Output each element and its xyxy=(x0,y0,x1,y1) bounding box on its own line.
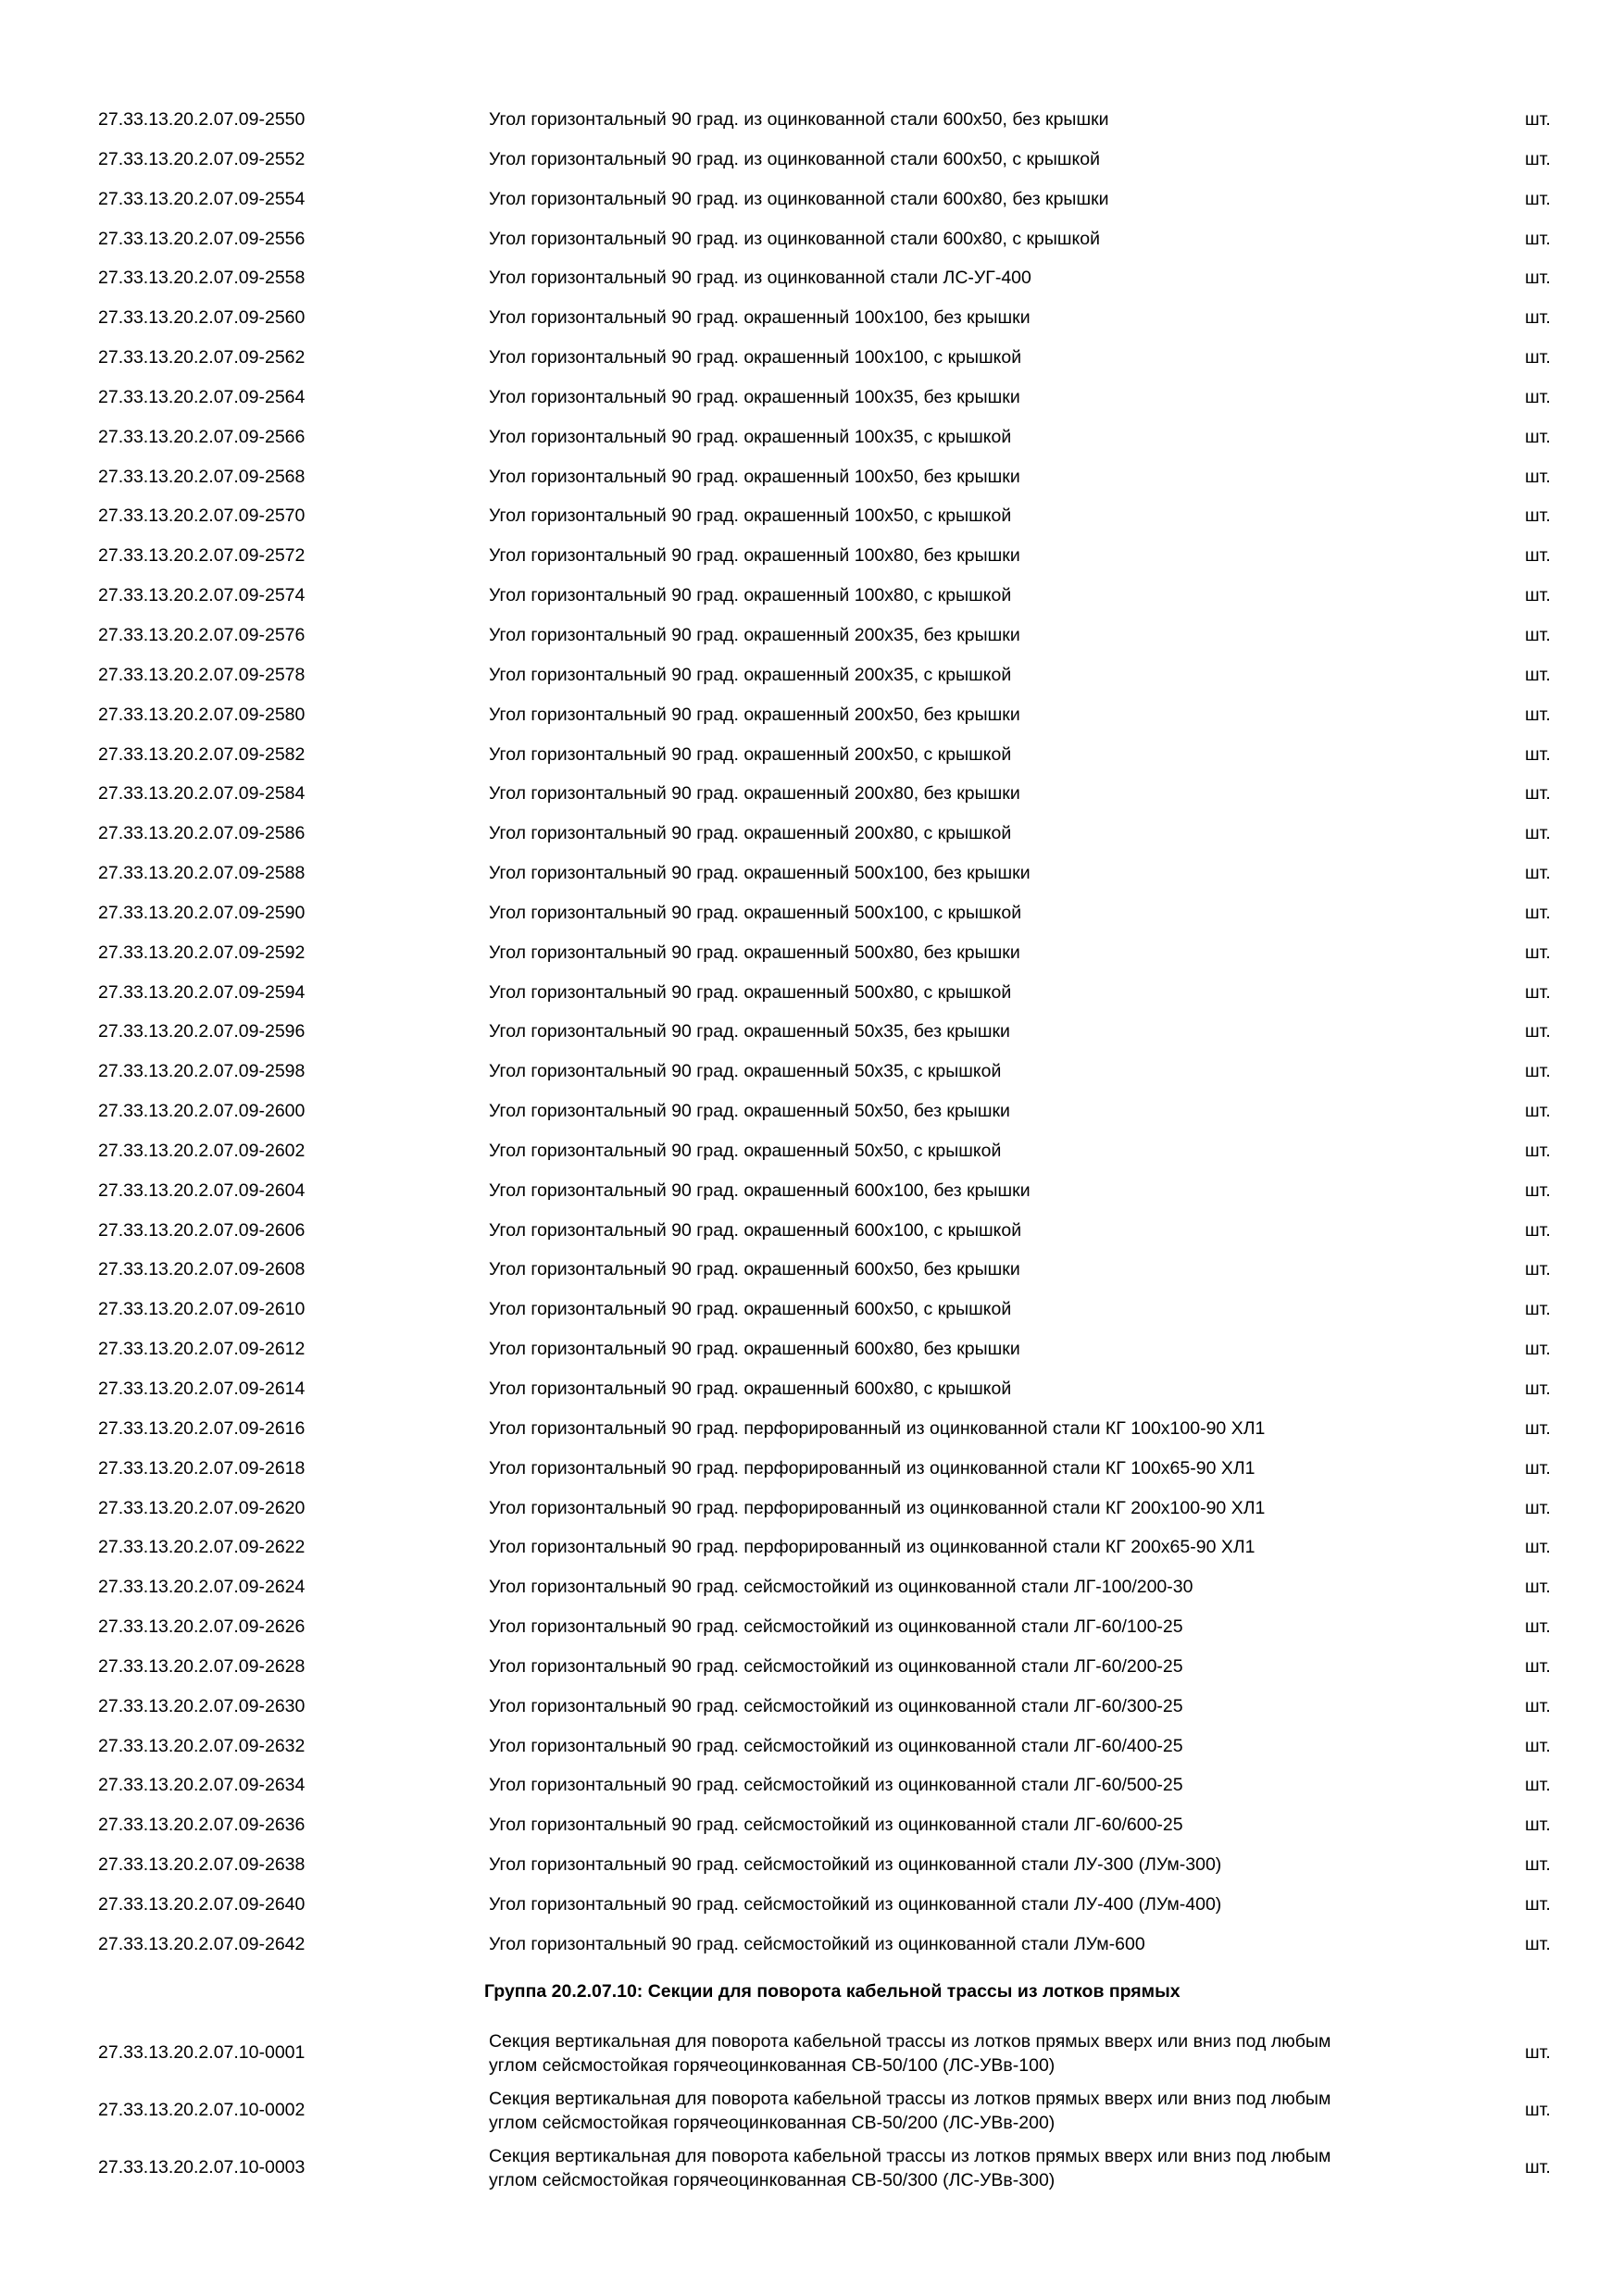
item-name: Угол горизонтальный 90 град. из оцинкованной стали 600x80, без крышки xyxy=(489,188,1109,209)
item-name: Угол горизонтальный 90 град. окрашенный 600x80, без крышки xyxy=(489,1339,1020,1360)
item-name: Угол горизонтальный 90 град. окрашенный 200x80, без крышки xyxy=(489,783,1020,805)
item-unit: шт. xyxy=(1525,307,1551,329)
table-row xyxy=(0,814,1624,854)
item-code: 27.33.13.20.2.07.09-2610 xyxy=(98,1299,306,1320)
item-unit: шт. xyxy=(1525,1140,1551,1161)
item-name: Угол горизонтальный 90 град. окрашенный 100x50, без крышки xyxy=(489,466,1020,487)
item-code: 27.33.13.20.2.07.09-2604 xyxy=(98,1179,306,1201)
item-name: Угол горизонтальный 90 град. из оцинкованной стали 600x50, без крышки xyxy=(489,109,1109,130)
item-unit: шт. xyxy=(1525,743,1551,765)
item-name: Угол горизонтальный 90 град. сейсмостойкий из оцинкованной стали ЛГ-60/200-25 xyxy=(489,1655,1183,1677)
item-code: 27.33.13.20.2.07.09-2578 xyxy=(98,664,306,685)
item-name: Угол горизонтальный 90 град. сейсмостойкий из оцинкованной стали ЛУм-600 xyxy=(489,1933,1145,1954)
item-name: Угол горизонтальный 90 град. окрашенный 50x50, без крышки xyxy=(489,1101,1010,1122)
item-code: 27.33.13.20.2.07.09-2634 xyxy=(98,1775,306,1796)
item-name: Угол горизонтальный 90 град. окрашенный 200x35, без крышки xyxy=(489,624,1020,645)
item-code: 27.33.13.20.2.07.09-2586 xyxy=(98,823,306,844)
item-unit: шт. xyxy=(1525,268,1551,289)
item-code: 27.33.13.20.2.07.09-2632 xyxy=(98,1735,306,1756)
item-code: 27.33.13.20.2.07.10-0003 xyxy=(98,2157,306,2177)
item-name: Угол горизонтальный 90 град. сейсмостойкий из оцинкованной стали ЛГ-60/500-25 xyxy=(489,1775,1183,1796)
item-unit: шт. xyxy=(1525,704,1551,725)
item-name: Угол горизонтальный 90 град. окрашенный 200x50, с крышкой xyxy=(489,743,1012,765)
item-unit: шт. xyxy=(1525,2100,1551,2120)
table-row xyxy=(0,933,1624,973)
table-row xyxy=(0,1171,1624,1211)
table-row xyxy=(0,140,1624,180)
table-row xyxy=(0,536,1624,576)
item-code: 27.33.13.20.2.07.09-2592 xyxy=(98,942,306,963)
item-code: 27.33.13.20.2.07.09-2606 xyxy=(98,1219,306,1241)
item-name-line2: углом сейсмостойкая горячеоцинкованная СВ-50/300 (ЛС-УВв-300) xyxy=(489,2170,1056,2190)
item-name: Угол горизонтальный 90 град. окрашенный 200x35, с крышкой xyxy=(489,664,1012,685)
item-name: Угол горизонтальный 90 град. окрашенный 500x100, без крышки xyxy=(489,863,1031,884)
table-row xyxy=(0,496,1624,536)
item-name: Угол горизонтальный 90 град. окрашенный 200x50, без крышки xyxy=(489,704,1020,725)
item-code: 27.33.13.20.2.07.09-2572 xyxy=(98,545,306,567)
table-row xyxy=(0,378,1624,418)
item-code: 27.33.13.20.2.07.09-2580 xyxy=(98,704,306,725)
item-unit: шт. xyxy=(1525,863,1551,884)
item-name: Угол горизонтальный 90 град. окрашенный 100x50, с крышкой xyxy=(489,505,1012,527)
item-unit: шт. xyxy=(1525,1417,1551,1439)
item-code: 27.33.13.20.2.07.09-2596 xyxy=(98,1021,306,1042)
item-unit: шт. xyxy=(1525,505,1551,527)
table-row xyxy=(0,2026,1624,2083)
item-name: Угол горизонтальный 90 град. сейсмостойкий из оцинкованной стали ЛГ-60/600-25 xyxy=(489,1815,1183,1836)
item-unit: шт. xyxy=(1525,1933,1551,1954)
item-unit: шт. xyxy=(1525,1695,1551,1716)
table-row xyxy=(0,418,1624,457)
item-unit: шт. xyxy=(1525,1577,1551,1598)
item-code: 27.33.13.20.2.07.09-2588 xyxy=(98,863,306,884)
item-code: 27.33.13.20.2.07.10-0001 xyxy=(98,2042,306,2063)
table-row xyxy=(0,735,1624,775)
table-row xyxy=(0,1092,1624,1131)
table-row xyxy=(0,1845,1624,1885)
item-name: Угол горизонтальный 90 град. окрашенный 500x80, без крышки xyxy=(489,942,1020,963)
table-row xyxy=(0,180,1624,219)
item-code: 27.33.13.20.2.07.09-2614 xyxy=(98,1379,306,1399)
item-name: Угол горизонтальный 90 град. сейсмостойкий из оцинкованной стали ЛУ-400 (ЛУм-400) xyxy=(489,1893,1222,1915)
item-code: 27.33.13.20.2.07.09-2630 xyxy=(98,1695,306,1716)
item-code: 27.33.13.20.2.07.09-2574 xyxy=(98,585,306,606)
item-unit: шт. xyxy=(1525,1735,1551,1756)
table-row xyxy=(0,2083,1624,2140)
item-unit: шт. xyxy=(1525,1616,1551,1638)
item-unit: шт. xyxy=(1525,1893,1551,1915)
item-name xyxy=(489,2087,1330,2135)
item-name: Угол горизонтальный 90 град. перфорированный из оцинкованной стали КГ 100x65-90 ХЛ1 xyxy=(489,1457,1255,1479)
item-unit: шт. xyxy=(1525,664,1551,685)
table-row xyxy=(0,1131,1624,1171)
item-code: 27.33.13.20.2.07.09-2620 xyxy=(98,1497,306,1518)
item-name: Угол горизонтальный 90 град. окрашенный 100x100, без крышки xyxy=(489,307,1031,329)
table-row xyxy=(0,616,1624,655)
item-code: 27.33.13.20.2.07.09-2552 xyxy=(98,148,306,169)
item-code: 27.33.13.20.2.07.09-2584 xyxy=(98,783,306,805)
item-name-line1: Секция вертикальная для поворота кабельной трассы из лотков прямых вверх или вниз под любым xyxy=(489,2031,1331,2052)
item-list xyxy=(0,100,1624,1965)
item-unit: шт. xyxy=(1525,1854,1551,1876)
item-unit: шт. xyxy=(1525,1655,1551,1677)
table-row xyxy=(0,973,1624,1013)
item-name: Угол горизонтальный 90 град. окрашенный 600x100, без крышки xyxy=(489,1179,1031,1201)
table-row xyxy=(0,338,1624,378)
item-unit: шт. xyxy=(1525,1339,1551,1360)
item-code: 27.33.13.20.2.07.09-2560 xyxy=(98,307,306,329)
item-code: 27.33.13.20.2.07.09-2628 xyxy=(98,1655,306,1677)
item-name: Угол горизонтальный 90 град. окрашенный 500x100, с крышкой xyxy=(489,902,1022,923)
item-unit: шт. xyxy=(1525,347,1551,368)
table-row xyxy=(0,1329,1624,1369)
item-name: Угол горизонтальный 90 град. окрашенный 50x35, без крышки xyxy=(489,1021,1010,1042)
table-row xyxy=(0,1567,1624,1607)
item-code: 27.33.13.20.2.07.09-2600 xyxy=(98,1101,306,1122)
table-row xyxy=(0,1607,1624,1647)
item-code: 27.33.13.20.2.07.09-2616 xyxy=(98,1417,306,1439)
table-row xyxy=(0,1012,1624,1052)
table-row xyxy=(0,2140,1624,2198)
item-unit: шт. xyxy=(1525,148,1551,169)
item-code: 27.33.13.20.2.07.09-2642 xyxy=(98,1933,306,1954)
item-code: 27.33.13.20.2.07.09-2556 xyxy=(98,228,306,249)
item-unit: шт. xyxy=(1525,228,1551,249)
item-code: 27.33.13.20.2.07.09-2550 xyxy=(98,109,306,130)
item-code: 27.33.13.20.2.07.09-2618 xyxy=(98,1457,306,1479)
item-name: Угол горизонтальный 90 град. окрашенный 100x35, с крышкой xyxy=(489,426,1012,447)
table-row xyxy=(0,1727,1624,1766)
item-name-line2: углом сейсмостойкая горячеоцинкованная СВ-50/100 (ЛС-УВв-100) xyxy=(489,2055,1056,2076)
item-code: 27.33.13.20.2.07.09-2568 xyxy=(98,466,306,487)
item-name: Угол горизонтальный 90 град. окрашенный 100x80, с крышкой xyxy=(489,585,1012,606)
item-code: 27.33.13.20.2.07.09-2558 xyxy=(98,268,306,289)
item-unit: шт. xyxy=(1525,823,1551,844)
item-unit: шт. xyxy=(1525,585,1551,606)
item-name: Угол горизонтальный 90 град. окрашенный 100x80, без крышки xyxy=(489,545,1020,567)
item-unit: шт. xyxy=(1525,1497,1551,1518)
item-unit: шт. xyxy=(1525,1179,1551,1201)
item-unit: шт. xyxy=(1525,426,1551,447)
table-row xyxy=(0,1925,1624,1965)
table-row xyxy=(0,774,1624,814)
item-name: Угол горизонтальный 90 град. перфорированный из оцинкованной стали КГ 100x100-90 ХЛ1 xyxy=(489,1417,1266,1439)
item-code: 27.33.13.20.2.07.09-2622 xyxy=(98,1537,306,1558)
item-unit: шт. xyxy=(1525,1457,1551,1479)
item-unit: шт. xyxy=(1525,545,1551,567)
item-name: Угол горизонтальный 90 град. окрашенный 50x35, с крышкой xyxy=(489,1061,1002,1082)
item-name: Угол горизонтальный 90 град. из оцинкованной стали 600x80, с крышкой xyxy=(489,228,1101,249)
item-code: 27.33.13.20.2.07.09-2602 xyxy=(98,1140,306,1161)
table-row xyxy=(0,1766,1624,1805)
item-unit: шт. xyxy=(1525,981,1551,1003)
item-code: 27.33.13.20.2.07.09-2562 xyxy=(98,347,306,368)
table-row xyxy=(0,1647,1624,1687)
table-row xyxy=(0,1489,1624,1529)
item-name-line2: углом сейсмостойкая горячеоцинкованная СВ-50/200 (ЛС-УВв-200) xyxy=(489,2113,1056,2133)
item-unit: шт. xyxy=(1525,1815,1551,1836)
item-code: 27.33.13.20.2.07.09-2582 xyxy=(98,743,306,765)
item-name: Угол горизонтальный 90 град. сейсмостойкий из оцинкованной стали ЛГ-60/100-25 xyxy=(489,1616,1183,1638)
item-code: 27.33.13.20.2.07.09-2640 xyxy=(98,1893,306,1915)
table-row xyxy=(0,1409,1624,1449)
item-code: 27.33.13.20.2.07.09-2612 xyxy=(98,1339,306,1360)
table-row xyxy=(0,1052,1624,1092)
item-name: Угол горизонтальный 90 град. из оцинкованной стали 600x50, с крышкой xyxy=(489,148,1101,169)
table-row xyxy=(0,100,1624,140)
item-code: 27.33.13.20.2.07.09-2554 xyxy=(98,188,306,209)
item-code: 27.33.13.20.2.07.09-2576 xyxy=(98,624,306,645)
item-code: 27.33.13.20.2.07.09-2564 xyxy=(98,386,306,407)
item-unit: шт. xyxy=(1525,188,1551,209)
table-row xyxy=(0,1528,1624,1567)
item-code: 27.33.13.20.2.07.09-2598 xyxy=(98,1061,306,1082)
item-unit: шт. xyxy=(1525,2042,1551,2063)
item-name: Угол горизонтальный 90 град. перфорированный из оцинкованной стали КГ 200x65-90 ХЛ1 xyxy=(489,1537,1255,1558)
item-name: Угол горизонтальный 90 град. сейсмостойкий из оцинкованной стали ЛГ-100/200-30 xyxy=(489,1577,1193,1598)
item-name: Угол горизонтальный 90 град. окрашенный 100x35, без крышки xyxy=(489,386,1020,407)
item-unit: шт. xyxy=(1525,783,1551,805)
table-row xyxy=(0,576,1624,616)
group-title: Группа 20.2.07.10: Секции для поворота кабельной трассы из лотков прямых xyxy=(484,1981,1181,2002)
table-row xyxy=(0,298,1624,338)
table-row xyxy=(0,1290,1624,1329)
item-name-line1: Секция вертикальная для поворота кабельной трассы из лотков прямых вверх или вниз под любым xyxy=(489,2089,1331,2109)
table-row xyxy=(0,258,1624,298)
table-row xyxy=(0,1369,1624,1409)
item-unit: шт. xyxy=(1525,1061,1551,1082)
item-code: 27.33.13.20.2.07.09-2638 xyxy=(98,1854,306,1876)
item-name: Угол горизонтальный 90 град. окрашенный 100x100, с крышкой xyxy=(489,347,1022,368)
item-code: 27.33.13.20.2.07.09-2626 xyxy=(98,1616,306,1638)
item-name: Угол горизонтальный 90 град. окрашенный 600x50, с крышкой xyxy=(489,1299,1012,1320)
item-name-line1: Секция вертикальная для поворота кабельной трассы из лотков прямых вверх или вниз под любым xyxy=(489,2146,1331,2166)
item-code: 27.33.13.20.2.07.09-2624 xyxy=(98,1577,306,1598)
item-unit: шт. xyxy=(1525,2157,1551,2177)
item-code: 27.33.13.20.2.07.09-2636 xyxy=(98,1815,306,1836)
table-row xyxy=(0,219,1624,259)
item-name: Угол горизонтальный 90 град. окрашенный 600x80, с крышкой xyxy=(489,1379,1012,1399)
item-name: Угол горизонтальный 90 град. окрашенный 500x80, с крышкой xyxy=(489,981,1012,1003)
table-row xyxy=(0,457,1624,497)
table-row xyxy=(0,854,1624,893)
item-name: Угол горизонтальный 90 град. окрашенный 200x80, с крышкой xyxy=(489,823,1012,844)
table-row xyxy=(0,1687,1624,1727)
item-unit: шт. xyxy=(1525,624,1551,645)
item-name: Угол горизонтальный 90 град. сейсмостойкий из оцинкованной стали ЛГ-60/300-25 xyxy=(489,1695,1183,1716)
item-name xyxy=(489,2144,1330,2192)
table-row xyxy=(0,1449,1624,1489)
item-unit: шт. xyxy=(1525,1775,1551,1796)
table-row xyxy=(0,1885,1624,1925)
item-unit: шт. xyxy=(1525,386,1551,407)
item-unit: шт. xyxy=(1525,902,1551,923)
table-row xyxy=(0,1211,1624,1251)
item-unit: шт. xyxy=(1525,1379,1551,1399)
item-name: Угол горизонтальный 90 град. сейсмостойкий из оцинкованной стали ЛГ-60/400-25 xyxy=(489,1735,1183,1756)
table-row xyxy=(0,695,1624,735)
item-code: 27.33.13.20.2.07.10-0002 xyxy=(98,2100,306,2120)
item-unit: шт. xyxy=(1525,466,1551,487)
item-name: Угол горизонтальный 90 град. окрашенный 600x100, с крышкой xyxy=(489,1219,1022,1241)
item-unit: шт. xyxy=(1525,1101,1551,1122)
item-name: Угол горизонтальный 90 град. окрашенный 50x50, с крышкой xyxy=(489,1140,1002,1161)
item-code: 27.33.13.20.2.07.09-2608 xyxy=(98,1259,306,1280)
item-unit: шт. xyxy=(1525,1219,1551,1241)
item-code: 27.33.13.20.2.07.09-2566 xyxy=(98,426,306,447)
table-row xyxy=(0,1250,1624,1290)
item-unit: шт. xyxy=(1525,1299,1551,1320)
item-unit: шт. xyxy=(1525,942,1551,963)
item-name: Угол горизонтальный 90 град. перфорированный из оцинкованной стали КГ 200x100-90 ХЛ1 xyxy=(489,1497,1266,1518)
item-name xyxy=(489,2029,1330,2078)
item-code: 27.33.13.20.2.07.09-2594 xyxy=(98,981,306,1003)
table-row xyxy=(0,655,1624,695)
item-code: 27.33.13.20.2.07.09-2590 xyxy=(98,902,306,923)
item-unit: шт. xyxy=(1525,1021,1551,1042)
item-code: 27.33.13.20.2.07.09-2570 xyxy=(98,505,306,527)
item-unit: шт. xyxy=(1525,1537,1551,1558)
item-name: Угол горизонтальный 90 град. окрашенный 600x50, без крышки xyxy=(489,1259,1020,1280)
item-name: Угол горизонтальный 90 град. из оцинкованной стали ЛС-УГ-400 xyxy=(489,268,1031,289)
table-row xyxy=(0,1805,1624,1845)
item-unit: шт. xyxy=(1525,109,1551,130)
item-unit: шт. xyxy=(1525,1259,1551,1280)
item-name: Угол горизонтальный 90 град. сейсмостойкий из оцинкованной стали ЛУ-300 (ЛУм-300) xyxy=(489,1854,1222,1876)
table-row xyxy=(0,893,1624,933)
